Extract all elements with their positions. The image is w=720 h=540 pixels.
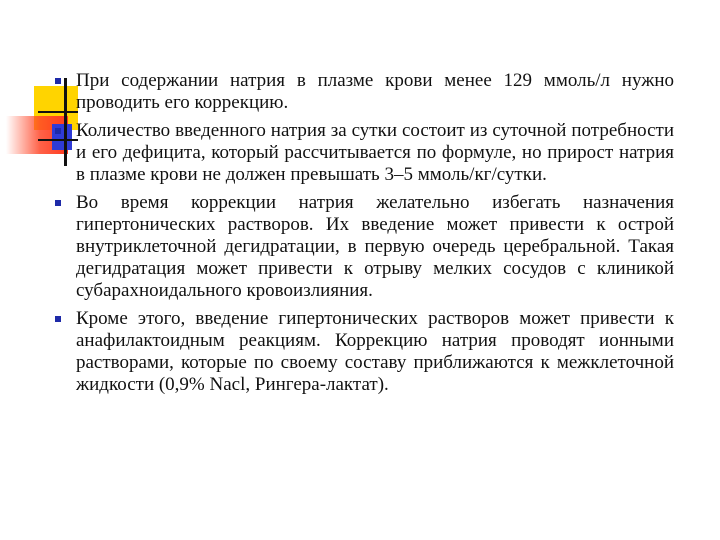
bullet-text: Во время коррекции натрия желательно избегать назначения гипертонических растворов. Их введение может привести к острой внутриклеточной дегидратации, в первую очередь церебральной. Такая дегидратация может привести к отрыву мелких сосудов с клиникой субарахноидального кровоизлияния. (76, 192, 674, 301)
bullet-item (44, 192, 674, 302)
square-bullet-icon (55, 128, 61, 134)
bullet-item (44, 70, 674, 114)
square-bullet-icon (55, 200, 61, 206)
bullet-list (44, 70, 674, 402)
bullet-item (44, 308, 674, 396)
bullet-text: При содержании натрия в плазме крови менее 129 ммоль/л нужно проводить его коррекцию. (76, 70, 674, 113)
bullet-text: Количество введенного натрия за сутки состоит из суточной потребности и его дефицита, который рассчитывается по формуле, но прирост натрия в плазме крови не должен превышать 3–5 ммоль/кг/сутки. (76, 120, 674, 185)
bullet-text: Кроме этого, введение гипертонических растворов может привести к анафилактоидным реакциям. Коррекцию натрия проводят ионными растворами, которые по своему составу приближаются к межклеточной жидкости (0,9% Nacl, Рингера-лактат). (76, 308, 674, 395)
bullet-item (44, 120, 674, 186)
square-bullet-icon (55, 316, 61, 322)
square-bullet-icon (55, 78, 61, 84)
